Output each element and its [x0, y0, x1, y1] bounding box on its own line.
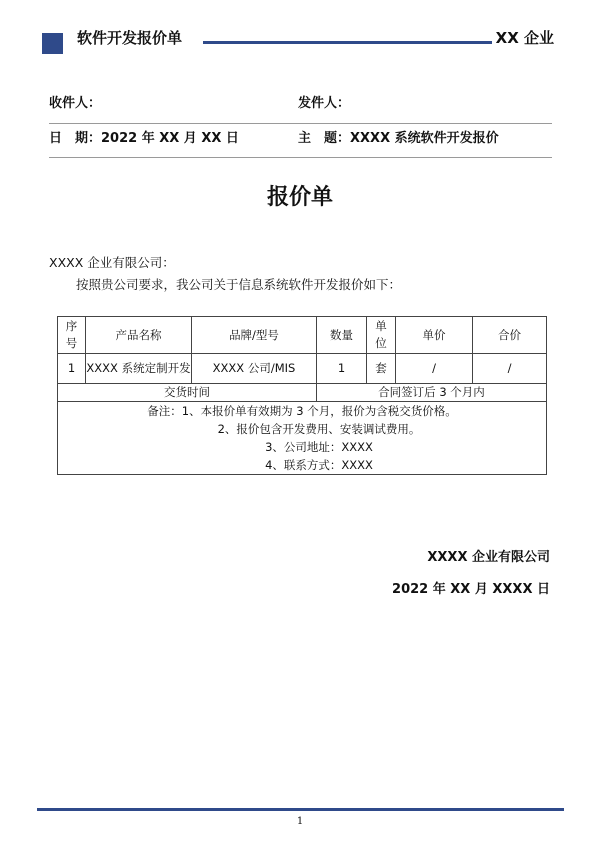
cell-unit: 套: [367, 354, 396, 384]
delivery-row: [58, 384, 547, 402]
header-seq: [58, 317, 86, 354]
header-logo-square: [42, 33, 63, 54]
cell-qty: 1: [317, 354, 367, 384]
header-accent-line: [203, 41, 492, 44]
info-divider-bottom: [49, 157, 552, 158]
note-line-4: 4、联系方式：XXXX: [265, 458, 373, 472]
signature-date: 2022 年 XX 月 XXXX 日: [392, 582, 550, 597]
notes-cell: [58, 402, 547, 475]
receiver-label: 收件人：: [49, 96, 102, 111]
salutation: XXXX 企业有限公司：: [49, 255, 175, 270]
sender-label: 发件人：: [298, 96, 351, 111]
cell-unit-price: /: [396, 354, 473, 384]
header-company: XX 企业: [495, 29, 554, 47]
header-doc-title: 软件开发报价单: [77, 29, 183, 47]
cell-total: /: [473, 354, 547, 384]
header-brand: 品牌/型号: [192, 317, 317, 354]
header-qty: 数量: [317, 317, 367, 354]
delivery-label: 交货时间: [58, 384, 317, 402]
header-product: 产品名称: [86, 317, 192, 354]
info-divider-top: [49, 123, 552, 124]
header-unit-price: 单价: [396, 317, 473, 354]
note-line-3: 3、公司地址：XXXX: [265, 440, 373, 454]
table-row: [58, 354, 547, 384]
header-seq-line-2: 号: [65, 336, 78, 350]
subject-label: 主 题：XXXX 系统软件开发报价: [298, 131, 499, 146]
table-header-row: [58, 317, 547, 354]
header-unit-line-2: 位: [375, 336, 387, 350]
date-label: 日 期：2022 年 XX 月 XX 日: [49, 131, 239, 146]
delivery-value: 合同签订后 3 个月内: [317, 384, 547, 402]
page-number: 1: [296, 816, 304, 827]
cell-seq: 1: [58, 354, 86, 384]
header-unit-line-1: 单: [375, 319, 387, 333]
header-unit: [367, 317, 396, 354]
note-line-2: 2、报价包含开发费用、安装调试费用。: [217, 422, 421, 436]
footer-accent-line: [37, 808, 564, 811]
intro-text: 按照贵公司要求，我公司关于信息系统软件开发报价如下：: [76, 277, 402, 292]
notes-row: [58, 402, 547, 475]
header-seq-line-1: 序: [65, 319, 78, 333]
signature-company: XXXX 企业有限公司: [427, 550, 550, 565]
header-total: 合价: [473, 317, 547, 354]
cell-product: XXXX 系统定制开发: [86, 354, 192, 384]
page-title: 报价单: [266, 185, 333, 210]
quote-table: [57, 316, 547, 475]
cell-brand: XXXX 公司/MIS: [192, 354, 317, 384]
note-line-1: 备注：1、本报价单有效期为 3 个月，报价为含税交货价格。: [147, 404, 457, 418]
